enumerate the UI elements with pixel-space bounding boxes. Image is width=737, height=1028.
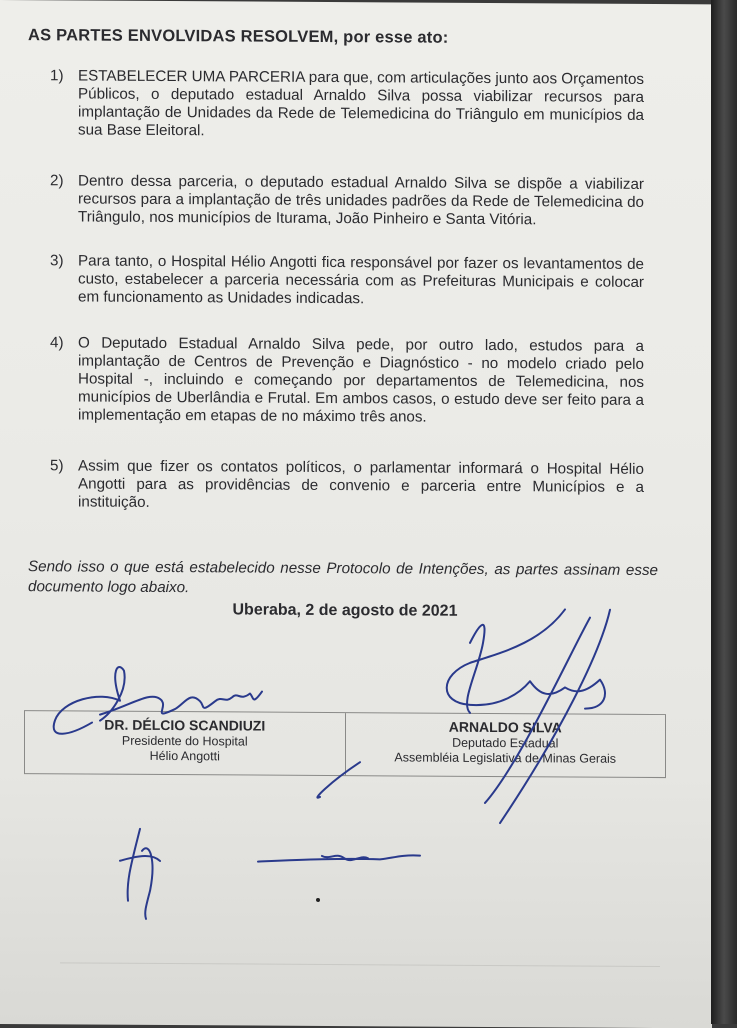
heading-bold: AS PARTES ENVOLVIDAS RESOLVEM, [28, 26, 339, 47]
ink-dot [316, 898, 320, 902]
signatory-name: DR. DÉLCIO SCANDIUZI [104, 716, 266, 734]
signatory-org: Hélio Angotti [149, 748, 220, 764]
item-number: 2) [50, 172, 64, 190]
signatory-role: Deputado Estadual [452, 735, 559, 751]
item-number: 1) [50, 67, 64, 85]
background-edge [711, 0, 737, 1024]
item-number: 3) [50, 252, 64, 270]
document-date: Uberaba, 2 de agosto de 2021 [232, 601, 458, 620]
item-number: 5) [50, 457, 64, 475]
initials-left [120, 829, 160, 919]
signatory-role: Presidente do Hospital [121, 733, 248, 749]
item-text: ESTABELECER UMA PARCERIA para que, com articulações junto aos Orçamentos Públicos, o deputado estadual Arnaldo Silva possa viabilizar recursos para implantação de Unidades da Rede de Telemedicina do Triângulo em municípios da sua Base Eleitoral. [78, 67, 644, 140]
signatory-org: Assembléia Legislativa de Minas Gerais [394, 750, 617, 766]
item-number: 4) [50, 334, 64, 352]
heading-rest: por esse ato: [338, 28, 449, 47]
signatory-name: ARNALDO SILVA [448, 718, 562, 736]
item-text: Dentro dessa parceria, o deputado estadual Arnaldo Silva se dispõe a viabilizar recursos para a implantação de três unidades padrões da Rede de Telemedicina do Triângulo, nos municípios de Iturama, João Pinheiro e Santa Vitória. [78, 172, 644, 229]
closing-statement: Sendo isso o que está estabelecido nesse Protocolo de Intenções, as partes assinam esse documento logo abaixo. [28, 558, 658, 597]
item-text: O Deputado Estadual Arnaldo Silva pede, por outro lado, estudos para a implantação de Centros de Prevenção e Diagnóstico - no modelo criado pelo Hospital -, incluindo e começando por departamentos de Telemedicina, nos municípios de Uberlândia e Frutal. Em ambos casos, o estudo deve ser feito para a implementação em etapas de no máximo três anos. [78, 334, 644, 426]
initials-right [258, 854, 420, 862]
signature-left [54, 667, 262, 735]
item-text: Para tanto, o Hospital Hélio Angotti fica responsável por fazer os levantamentos de custo, estabelecer a parceria necessária com as Prefeituras Municipais e colocar em funcionamento as Unidades indicadas. [78, 252, 644, 308]
signature-right [317, 608, 610, 824]
item-text: Assim que fizer os contatos políticos, o parlamentar informará o Hospital Hélio Angotti para as providências de convenio e parceria entre Municípios e a instituição. [78, 457, 644, 511]
